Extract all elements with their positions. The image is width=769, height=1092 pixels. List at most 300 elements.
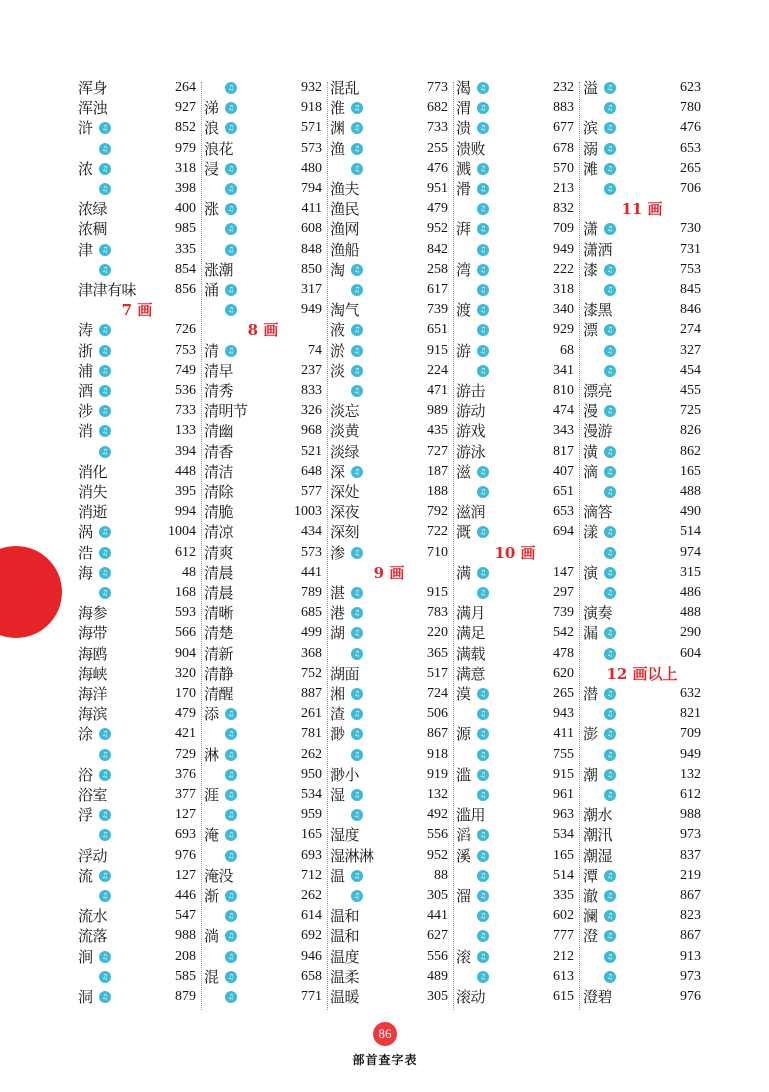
audio-icon[interactable]: ♫: [477, 365, 489, 377]
audio-icon[interactable]: ♫: [99, 547, 111, 559]
index-entry: [456, 199, 574, 219]
index-entry: [583, 401, 701, 421]
entry-page: 739: [553, 605, 574, 621]
audio-icon[interactable]: ♫: [604, 102, 616, 114]
entry-page: 685: [301, 605, 322, 621]
audio-icon[interactable]: ♫: [351, 365, 363, 377]
audio-icon[interactable]: ♫: [604, 971, 616, 983]
audio-icon[interactable]: ♫: [477, 708, 489, 720]
audio-icon[interactable]: ♫: [604, 567, 616, 579]
audio-icon[interactable]: ♫: [351, 143, 363, 155]
audio-icon[interactable]: ♫: [225, 910, 237, 922]
audio-icon[interactable]: ♫: [604, 446, 616, 458]
audio-icon[interactable]: ♫: [604, 223, 616, 235]
audio-icon[interactable]: ♫: [351, 688, 363, 700]
audio-icon[interactable]: ♫: [99, 951, 111, 963]
audio-icon[interactable]: ♫: [604, 486, 616, 498]
audio-icon[interactable]: ♫: [477, 728, 489, 740]
audio-icon[interactable]: ♫: [477, 688, 489, 700]
entry-word: 漠: [456, 685, 471, 703]
audio-icon[interactable]: ♫: [99, 526, 111, 538]
entry-page: 867: [427, 726, 448, 742]
entry-word: 浪花: [204, 139, 234, 158]
audio-icon[interactable]: ♫: [351, 749, 363, 761]
entry-page: 486: [680, 585, 701, 600]
index-entry: [456, 947, 574, 967]
audio-icon[interactable]: ♫: [99, 163, 111, 175]
entry-word: 淋: [204, 745, 219, 764]
audio-icon[interactable]: ♫: [477, 789, 489, 801]
audio-icon[interactable]: ♫: [604, 728, 616, 740]
entry-page: 188: [427, 484, 448, 499]
entry-page: 614: [301, 908, 322, 924]
entry-page: 968: [301, 423, 322, 439]
audio-icon[interactable]: ♫: [604, 688, 616, 700]
entry-page: 755: [553, 746, 574, 762]
index-entry: [204, 361, 322, 381]
audio-icon[interactable]: ♫: [99, 264, 111, 276]
audio-icon[interactable]: ♫: [351, 627, 363, 639]
audio-icon[interactable]: ♫: [99, 425, 111, 437]
entry-word: 澜: [583, 907, 598, 926]
footer-title: 部首查字表: [352, 1053, 418, 1067]
index-entry: [583, 583, 701, 603]
audio-icon[interactable]: ♫: [477, 163, 489, 175]
audio-icon[interactable]: ♫: [477, 345, 489, 357]
index-entry: [456, 179, 574, 199]
index-entry: [78, 381, 196, 401]
entry-word: 清除: [204, 483, 234, 501]
index-entry: [204, 765, 322, 785]
audio-icon[interactable]: ♫: [604, 890, 616, 902]
audio-icon[interactable]: ♫: [351, 890, 363, 902]
index-entry: [330, 543, 448, 563]
entry-word: 流: [78, 866, 93, 885]
index-entry: [78, 219, 196, 239]
audio-icon[interactable]: ♫: [477, 183, 489, 195]
audio-icon[interactable]: ♫: [477, 324, 489, 336]
entry-page: 377: [175, 787, 196, 802]
index-entry: [78, 745, 196, 765]
entry-page: 988: [680, 807, 701, 823]
audio-icon[interactable]: ♫: [99, 122, 111, 134]
audio-icon[interactable]: ♫: [351, 345, 363, 357]
audio-icon[interactable]: ♫: [477, 829, 489, 841]
entry-word: 渺小: [330, 765, 360, 784]
audio-icon[interactable]: ♫: [99, 809, 111, 821]
audio-icon[interactable]: ♫: [99, 587, 111, 599]
entry-page: 479: [175, 706, 196, 722]
index-entry: [78, 866, 196, 886]
audio-icon[interactable]: ♫: [477, 930, 489, 942]
index-entry: [204, 401, 322, 421]
audio-icon[interactable]: ♫: [225, 951, 237, 963]
entry-page: 264: [175, 80, 196, 95]
entry-word: 渔船: [330, 240, 360, 259]
entry-page: 132: [427, 787, 448, 802]
entry-word: 海带: [78, 624, 108, 643]
entry-page: 617: [427, 282, 448, 297]
audio-icon[interactable]: ♫: [225, 890, 237, 902]
audio-icon[interactable]: ♫: [477, 749, 489, 761]
entry-page: 365: [427, 645, 448, 661]
audio-icon[interactable]: ♫: [604, 264, 616, 276]
entry-page: 943: [553, 706, 574, 722]
index-entry: [456, 139, 574, 159]
audio-icon[interactable]: ♫: [99, 890, 111, 902]
entry-page: 837: [680, 847, 701, 863]
audio-icon[interactable]: ♫: [604, 526, 616, 538]
entry-word: 消化: [78, 462, 108, 481]
index-entry: [78, 442, 196, 462]
audio-icon[interactable]: ♫: [604, 466, 616, 478]
audio-icon[interactable]: ♫: [477, 203, 489, 215]
audio-icon[interactable]: ♫: [604, 183, 616, 195]
audio-icon[interactable]: ♫: [225, 930, 237, 942]
index-entry: [330, 78, 448, 98]
audio-icon[interactable]: ♫: [351, 648, 363, 660]
audio-icon[interactable]: ♫: [477, 223, 489, 235]
index-entry: [330, 401, 448, 421]
entry-word: 游泳: [456, 442, 486, 461]
audio-icon[interactable]: ♫: [99, 971, 111, 983]
entry-page: 963: [553, 807, 574, 823]
index-entry: [204, 421, 322, 441]
audio-icon[interactable]: ♫: [99, 829, 111, 841]
index-entry: [456, 664, 574, 684]
entry-page: 573: [301, 544, 322, 560]
index-entry: [78, 341, 196, 361]
audio-icon[interactable]: ♫: [604, 345, 616, 357]
entry-page: 376: [175, 766, 196, 782]
entry-page: 915: [427, 585, 448, 600]
audio-icon[interactable]: ♫: [99, 769, 111, 781]
audio-icon[interactable]: ♫: [604, 547, 616, 559]
index-entry: [456, 724, 574, 744]
audio-icon[interactable]: ♫: [351, 728, 363, 740]
entry-page: 165: [553, 847, 574, 863]
entry-page: 327: [680, 342, 701, 358]
audio-icon[interactable]: ♫: [225, 809, 237, 821]
audio-icon[interactable]: ♫: [604, 951, 616, 963]
index-entry: [583, 341, 701, 361]
entry-word: 滨: [583, 119, 598, 138]
audio-icon[interactable]: ♫: [604, 405, 616, 417]
entry-word: 潜: [583, 685, 598, 703]
audio-icon[interactable]: ♫: [225, 203, 237, 215]
audio-icon[interactable]: ♫: [604, 284, 616, 296]
entry-page: 435: [427, 423, 448, 439]
entry-word: 流水: [78, 907, 108, 926]
index-entry: [78, 704, 196, 724]
audio-icon[interactable]: ♫: [225, 850, 237, 862]
audio-icon[interactable]: ♫: [351, 607, 363, 619]
entry-word: 湃: [456, 220, 471, 239]
entry-word: 湘: [330, 685, 345, 703]
index-entry: [456, 280, 574, 300]
entry-page: 918: [427, 746, 448, 762]
audio-icon[interactable]: ♫: [225, 708, 237, 720]
audio-icon[interactable]: ♫: [99, 385, 111, 397]
index-column-4: [456, 78, 574, 1018]
entry-word: 清新: [204, 644, 234, 663]
entry-page: 677: [553, 120, 574, 136]
audio-icon[interactable]: ♫: [351, 264, 363, 276]
entry-page: 232: [553, 80, 574, 95]
audio-icon[interactable]: ♫: [225, 183, 237, 195]
entry-page: 315: [680, 564, 701, 580]
audio-icon[interactable]: ♫: [225, 345, 237, 357]
entry-page: 165: [301, 827, 322, 843]
audio-icon[interactable]: ♫: [477, 486, 489, 498]
entry-page: 817: [553, 443, 574, 459]
entry-page: 318: [175, 160, 196, 176]
entry-page: 694: [553, 524, 574, 540]
entry-word: 海: [78, 563, 93, 582]
entry-page: 726: [175, 322, 196, 338]
audio-icon[interactable]: ♫: [225, 749, 237, 761]
entry-word: 演: [583, 563, 598, 582]
entry-page: 850: [301, 261, 322, 277]
audio-icon[interactable]: ♫: [477, 567, 489, 579]
audio-icon[interactable]: ♫: [225, 789, 237, 801]
index-entry: [456, 522, 574, 542]
audio-icon[interactable]: ♫: [477, 244, 489, 256]
audio-icon[interactable]: ♫: [477, 304, 489, 316]
audio-icon[interactable]: ♫: [351, 587, 363, 599]
entry-word: 溃: [456, 119, 471, 138]
audio-icon[interactable]: ♫: [225, 769, 237, 781]
index-entry: [78, 825, 196, 845]
entry-word: 温暖: [330, 988, 360, 1006]
audio-icon[interactable]: ♫: [477, 971, 489, 983]
audio-icon[interactable]: ♫: [99, 870, 111, 882]
audio-icon[interactable]: ♫: [351, 284, 363, 296]
audio-icon[interactable]: ♫: [351, 324, 363, 336]
index-entry: [330, 98, 448, 118]
audio-icon[interactable]: ♫: [351, 122, 363, 134]
audio-icon[interactable]: ♫: [351, 789, 363, 801]
audio-icon[interactable]: ♫: [604, 365, 616, 377]
index-entry: [583, 482, 701, 502]
audio-icon[interactable]: ♫: [477, 769, 489, 781]
audio-icon[interactable]: ♫: [99, 244, 111, 256]
entry-page: 455: [680, 383, 701, 398]
index-entry: [330, 704, 448, 724]
audio-icon[interactable]: ♫: [351, 466, 363, 478]
index-entry: [456, 846, 574, 866]
audio-icon[interactable]: ♫: [351, 870, 363, 882]
entry-word: 渣: [330, 705, 345, 724]
index-entry: [78, 765, 196, 785]
audio-icon[interactable]: ♫: [477, 526, 489, 538]
entry-word: 涛: [78, 321, 93, 340]
audio-icon[interactable]: ♫: [477, 870, 489, 882]
audio-icon[interactable]: ♫: [604, 648, 616, 660]
index-entry: [583, 745, 701, 765]
audio-icon[interactable]: ♫: [604, 910, 616, 922]
index-entry: [330, 583, 448, 603]
index-entry: [78, 805, 196, 825]
entry-page: 692: [301, 928, 322, 944]
index-entry: [78, 623, 196, 643]
entry-page: 658: [301, 968, 322, 984]
audio-icon[interactable]: ♫: [225, 284, 237, 296]
audio-icon[interactable]: ♫: [604, 163, 616, 175]
index-entry: [204, 159, 322, 179]
entry-page: 534: [553, 827, 574, 843]
entry-page: 411: [553, 726, 574, 742]
index-entry: [78, 967, 196, 987]
entry-word: 漫游: [583, 422, 613, 441]
entry-page: 434: [301, 524, 322, 540]
audio-icon[interactable]: ♫: [99, 365, 111, 377]
audio-icon[interactable]: ♫: [99, 345, 111, 357]
audio-icon[interactable]: ♫: [99, 728, 111, 740]
entry-page: 305: [427, 989, 448, 1004]
index-entry: [456, 381, 574, 401]
audio-icon[interactable]: ♫: [477, 951, 489, 963]
entry-page: 547: [175, 908, 196, 924]
entry-word: 浓稠: [78, 220, 108, 239]
entry-word: 溪: [456, 846, 471, 865]
audio-icon[interactable]: ♫: [604, 143, 616, 155]
entry-page: 326: [301, 403, 322, 419]
audio-icon[interactable]: ♫: [477, 102, 489, 114]
audio-icon[interactable]: ♫: [225, 829, 237, 841]
index-entry: [78, 603, 196, 623]
audio-icon[interactable]: ♫: [99, 405, 111, 417]
audio-icon[interactable]: ♫: [477, 910, 489, 922]
entry-page: 826: [680, 423, 701, 439]
entry-page: 499: [301, 625, 322, 641]
audio-icon[interactable]: ♫: [351, 809, 363, 821]
index-entry: [456, 98, 574, 118]
index-entry: [330, 623, 448, 643]
audio-icon[interactable]: ♫: [225, 223, 237, 235]
entry-word: 滩: [583, 159, 598, 178]
audio-icon[interactable]: ♫: [604, 627, 616, 639]
audio-icon[interactable]: ♫: [351, 547, 363, 559]
audio-icon[interactable]: ♫: [225, 971, 237, 983]
index-entry: [330, 724, 448, 744]
index-entry: [78, 543, 196, 563]
audio-icon[interactable]: ♫: [477, 122, 489, 134]
entry-page: 341: [553, 362, 574, 378]
audio-icon[interactable]: ♫: [225, 163, 237, 175]
audio-icon[interactable]: ♫: [477, 890, 489, 902]
audio-icon[interactable]: ♫: [225, 991, 237, 1003]
audio-icon[interactable]: ♫: [225, 244, 237, 256]
entry-page: 856: [175, 282, 196, 297]
audio-icon[interactable]: ♫: [225, 728, 237, 740]
entry-page: 573: [301, 140, 322, 156]
index-entry: [583, 502, 701, 522]
audio-icon[interactable]: ♫: [477, 587, 489, 599]
audio-icon[interactable]: ♫: [477, 284, 489, 296]
index-entry: [583, 462, 701, 482]
index-entry: [583, 78, 701, 98]
entry-word: 滴: [583, 462, 598, 481]
audio-icon[interactable]: ♫: [604, 587, 616, 599]
entry-word: 淹没: [204, 866, 234, 885]
entry-word: 溅: [456, 159, 471, 178]
audio-icon[interactable]: ♫: [604, 749, 616, 761]
entry-page: 932: [301, 80, 322, 95]
audio-icon[interactable]: ♫: [477, 82, 489, 94]
audio-icon[interactable]: ♫: [477, 466, 489, 478]
index-entry: [204, 78, 322, 98]
audio-icon[interactable]: ♫: [604, 930, 616, 942]
audio-icon[interactable]: ♫: [351, 708, 363, 720]
entry-page: 620: [553, 665, 574, 681]
audio-icon[interactable]: ♫: [604, 82, 616, 94]
entry-word: 淤: [330, 341, 345, 360]
audio-icon[interactable]: ♫: [99, 324, 111, 336]
audio-icon[interactable]: ♫: [604, 769, 616, 781]
audio-icon[interactable]: ♫: [604, 122, 616, 134]
audio-icon[interactable]: ♫: [351, 385, 363, 397]
index-entry: [456, 260, 574, 280]
audio-icon[interactable]: ♫: [477, 264, 489, 276]
stroke-heading-label: 12 画以上: [606, 664, 678, 683]
entry-page: 832: [553, 201, 574, 217]
entry-page: 949: [680, 746, 701, 762]
entry-page: 777: [553, 928, 574, 944]
index-entry: [456, 442, 574, 462]
audio-icon[interactable]: ♫: [604, 789, 616, 801]
audio-icon[interactable]: ♫: [225, 122, 237, 134]
entry-page: 265: [553, 686, 574, 701]
audio-icon[interactable]: ♫: [99, 749, 111, 761]
audio-icon[interactable]: ♫: [225, 304, 237, 316]
entry-page: 488: [680, 484, 701, 499]
entry-page: 927: [175, 100, 196, 116]
index-entry: [330, 745, 448, 765]
entry-page: 368: [301, 645, 322, 661]
index-entry: [330, 421, 448, 441]
audio-icon[interactable]: ♫: [99, 143, 111, 155]
audio-icon[interactable]: ♫: [477, 850, 489, 862]
audio-icon[interactable]: ♫: [604, 870, 616, 882]
audio-icon[interactable]: ♫: [351, 163, 363, 175]
audio-icon[interactable]: ♫: [225, 82, 237, 94]
entry-page: 168: [175, 585, 196, 600]
index-entry: [456, 644, 574, 664]
index-entry: [456, 684, 574, 704]
index-entry: [78, 421, 196, 441]
entry-word: 渊: [330, 119, 345, 138]
audio-icon[interactable]: ♫: [99, 446, 111, 458]
entry-page: 305: [427, 888, 448, 903]
audio-icon[interactable]: ♫: [99, 183, 111, 195]
entry-word: 洞: [78, 988, 93, 1006]
audio-icon[interactable]: ♫: [225, 102, 237, 114]
entry-word: 湾: [456, 260, 471, 279]
audio-icon[interactable]: ♫: [604, 708, 616, 720]
audio-icon[interactable]: ♫: [351, 102, 363, 114]
entry-page: 722: [427, 524, 448, 540]
audio-icon[interactable]: ♫: [604, 324, 616, 336]
entry-word: 涨: [204, 200, 219, 219]
entry-page: 712: [301, 867, 322, 883]
index-entry: [78, 260, 196, 280]
entry-page: 517: [427, 665, 448, 681]
entry-word: 清秀: [204, 382, 234, 400]
audio-icon[interactable]: ♫: [99, 567, 111, 579]
index-entry: [330, 442, 448, 462]
audio-icon[interactable]: ♫: [99, 991, 111, 1003]
